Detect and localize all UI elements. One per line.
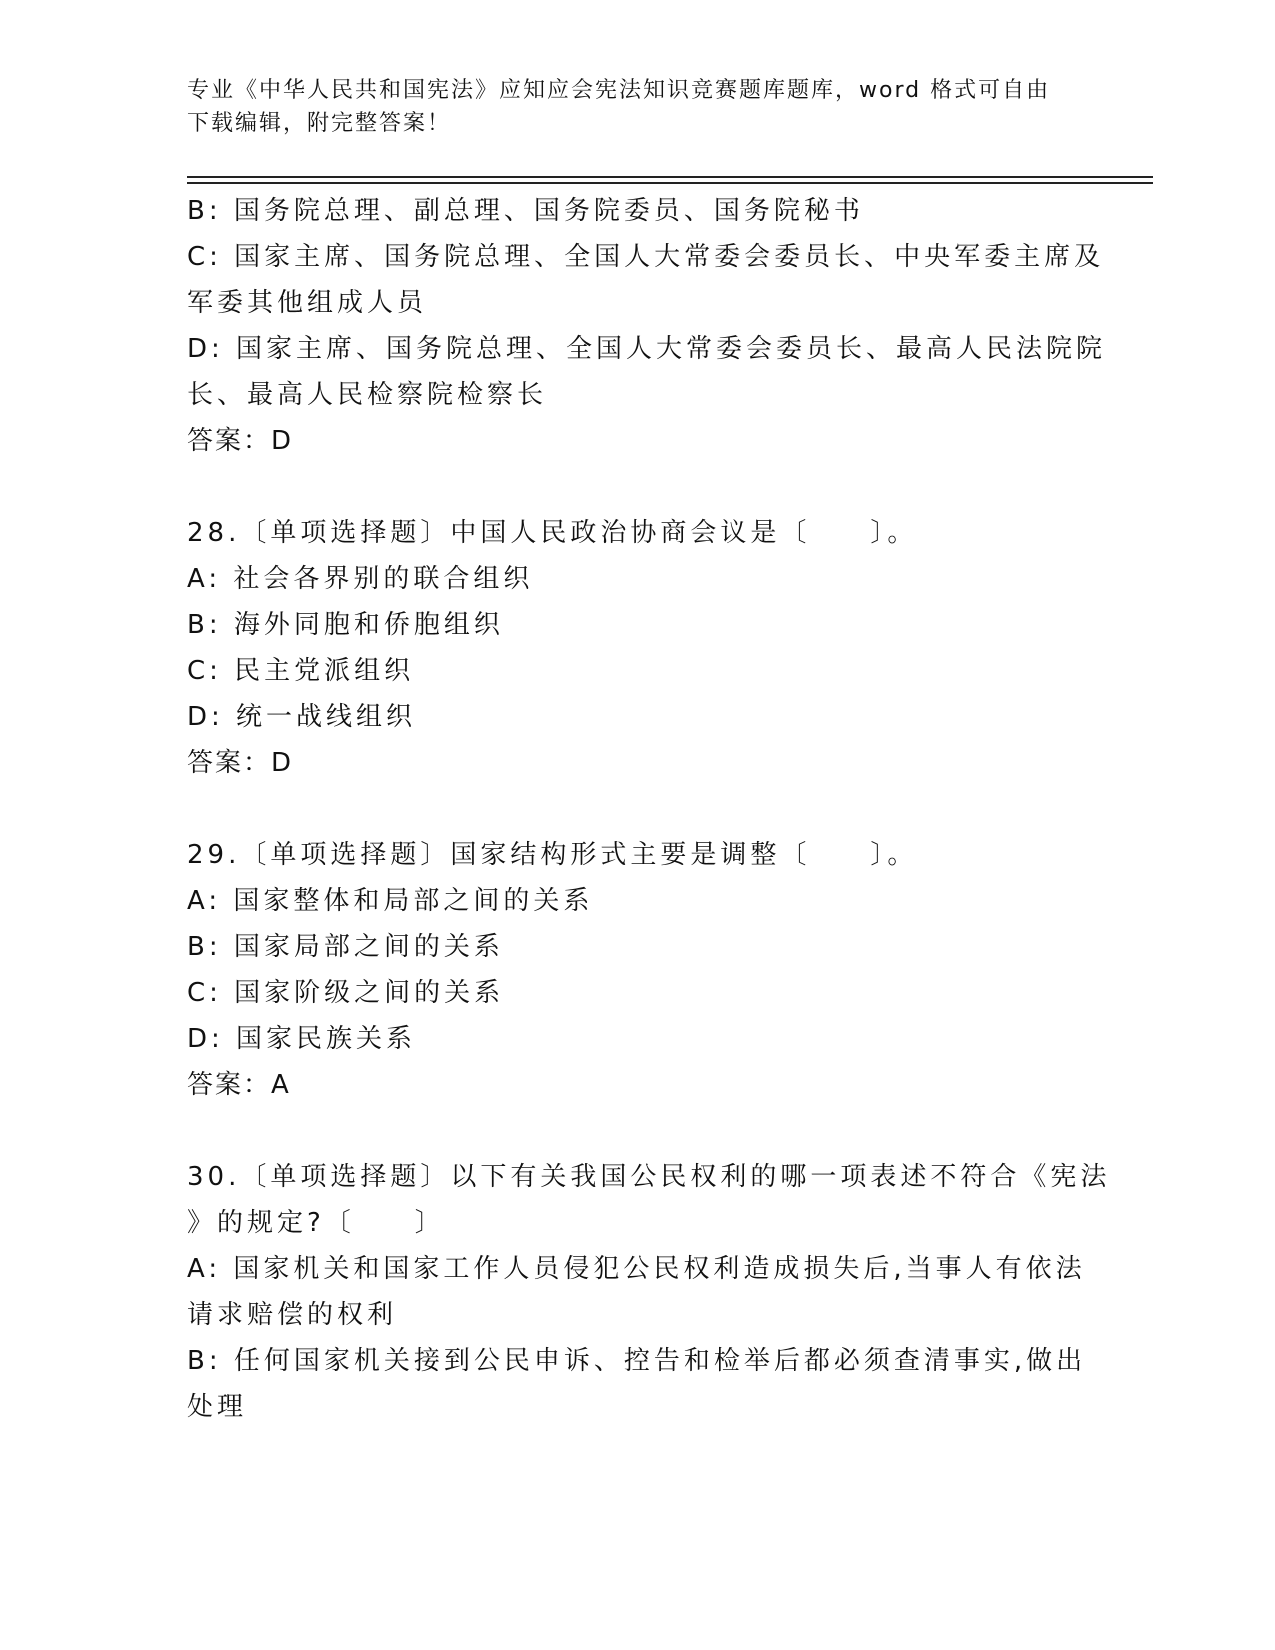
spacer xyxy=(187,786,1067,832)
option-d-continued: 长、最高人民检察院检察长 xyxy=(187,380,548,410)
question-text: 30.〔单项选择题〕以下有关我国公民权利的哪一项表述不符合《宪法 xyxy=(187,1162,1111,1192)
option-c: C: 国家主席、国务院总理、全国人大常委会委员长、中央军委主席及 xyxy=(187,242,1105,272)
question-27 xyxy=(187,188,1107,464)
spacer xyxy=(187,464,1067,510)
option-b: B: 国务院总理、副总理、国务院委员、国务院秘书 xyxy=(187,196,864,226)
option-b: B: 任何国家机关接到公民申诉、控告和检举后都必须查清事实,做出 xyxy=(187,1346,1087,1376)
question-text: 28.〔单项选择题〕中国人民政治协商会议是〔 〕。 xyxy=(187,518,918,548)
question-text-continued: 》的规定?〔 〕 xyxy=(187,1208,445,1238)
option-a: A: 国家机关和国家工作人员侵犯公民权利造成损失后,当事人有依法 xyxy=(187,1254,1086,1284)
option-c: C: 国家阶级之间的关系 xyxy=(187,978,505,1008)
document-header xyxy=(187,74,1067,140)
question-content xyxy=(187,188,1111,1430)
question-text: 29.〔单项选择题〕国家结构形式主要是调整〔 〕。 xyxy=(187,840,918,870)
answer: 答案：D xyxy=(187,748,294,778)
option-b: B: 国家局部之间的关系 xyxy=(187,932,504,962)
answer: 答案：D xyxy=(187,426,294,456)
option-b: B: 海外同胞和侨胞组织 xyxy=(187,610,504,640)
question-30 xyxy=(187,1154,1111,1430)
spacer xyxy=(187,1108,1067,1154)
option-c: C: 民主党派组织 xyxy=(187,656,415,686)
option-d: D: 统一战线组织 xyxy=(187,702,417,732)
option-a: A: 国家整体和局部之间的关系 xyxy=(187,886,594,916)
option-d: D: 国家民族关系 xyxy=(187,1024,417,1054)
header-divider-top xyxy=(187,176,1153,178)
answer: 答案：A xyxy=(187,1070,291,1100)
header-divider-bottom xyxy=(187,182,1153,184)
option-c-continued: 军委其他组成人员 xyxy=(187,288,428,318)
option-a-continued: 请求赔偿的权利 xyxy=(187,1300,398,1330)
option-d: D: 国家主席、国务院总理、全国人大常委会委员长、最高人民法院院 xyxy=(187,334,1107,364)
header-line-1: 专业《中华人民共和国宪法》应知应会宪法知识竞赛题库题库，word 格式可自由 xyxy=(187,78,1051,103)
question-28 xyxy=(187,510,1067,786)
question-29 xyxy=(187,832,1067,1108)
option-a: A: 社会各界别的联合组织 xyxy=(187,564,534,594)
option-b-continued: 处理 xyxy=(187,1392,248,1422)
header-line-2: 下载编辑，附完整答案！ xyxy=(187,111,452,136)
